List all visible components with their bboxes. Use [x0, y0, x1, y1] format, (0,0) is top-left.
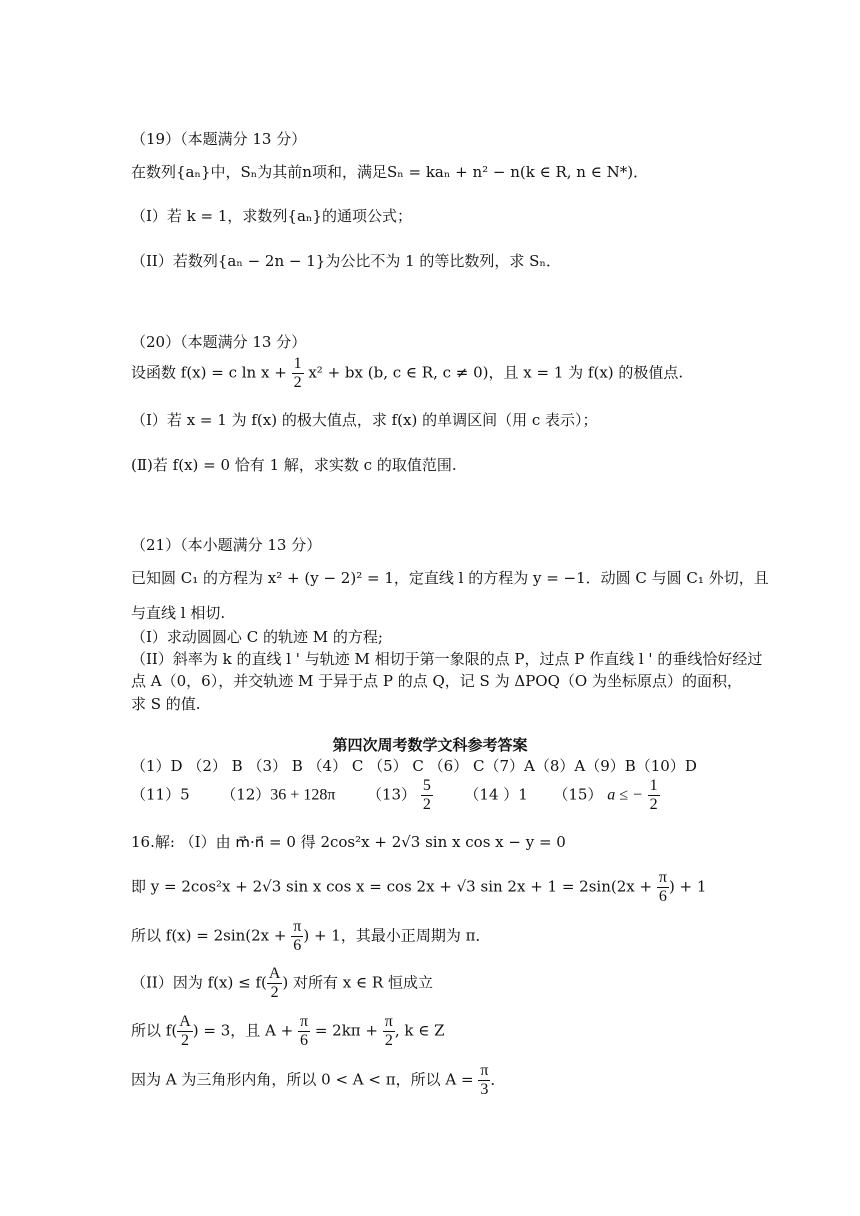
sol16-line5-b: ) = 3，且 A +: [192, 1021, 294, 1040]
q21-stem2: 与直线 l 相切.: [131, 604, 226, 622]
q19-part1: （I）若 k = 1，求数列{aₙ}的通项公式；: [131, 207, 412, 225]
q19-header: （19）（本题满分 13 分）: [131, 130, 307, 148]
sol16-line5: [131, 1014, 445, 1049]
q20-stem-a: 设函数 f(x) = c ln x +: [131, 363, 287, 382]
answer-12-value: 36 + 128π: [270, 786, 336, 804]
q20-part2: (Ⅱ)若 f(x) = 0 恰有 1 解，求实数 c 的取值范围.: [131, 456, 457, 474]
answer-13-fraction: $\frac{5}{2}$: [422, 777, 431, 813]
q20-part1: （Ⅰ）若 x = 1 为 f(x) 的极大值点，求 f(x) 的单调区间（用 c 表示）；: [131, 411, 598, 429]
sol16-line2-a: 即 y = 2cos²x + 2√3 sin x cos x = cos 2x + √3 sin 2x + 1 = 2sin(2x +: [131, 877, 653, 896]
sol16-line3-fraction: $\frac{\pi}{6}$: [293, 918, 302, 954]
answer-14: （14 ）1: [464, 785, 528, 804]
sol16-line4-a: （II）因为 f(x) ≤ f(: [131, 973, 267, 992]
q21-part2b: 点 A（0，6），并交轨迹 M 于异于点 P 的点 Q，记 S 为 ΔPOQ（O 为坐标原点）的面积，: [131, 672, 742, 690]
answer-12-label: （12）: [221, 785, 271, 804]
q20-stem: [131, 356, 683, 391]
sol16-line5-fraction1: $\frac{A}{2}$: [179, 1013, 191, 1049]
q21-stem1: 已知圆 C₁ 的方程为 x² + (y − 2)² = 1，定直线 l 的方程为 y = −1．动圆 C 与圆 C₁ 外切，且: [131, 569, 769, 587]
q21-part2c: 求 S 的值.: [131, 695, 201, 713]
q20-stem-b: x² + bx (b, c ∈ R, c ≠ 0)，且 x = 1 为 f(x) 的极值点.: [308, 363, 684, 382]
sol16-line6-b: ．: [490, 1070, 506, 1089]
sol16-line4-b: ) 对所有 x ∈ R 恒成立: [282, 973, 433, 992]
q19-stem: 在数列{aₙ}中，Sₙ为其前n项和，满足Sₙ = kaₙ + n² − n(k ∈ R, n ∈ N*)．: [131, 163, 649, 181]
q19-part2: （II）若数列{aₙ − 2n − 1}为公比不为 1 的等比数列，求 Sₙ．: [131, 252, 561, 270]
answer-15-value: a ≤ −: [607, 786, 643, 804]
q21-part1: （Ⅰ）求动圆圆心 C 的轨迹 M 的方程;: [131, 628, 383, 646]
sol16-line2-b: ) + 1: [668, 877, 707, 896]
sol16-line2-fraction: $\frac{\pi}{6}$: [658, 869, 667, 905]
q21-part2a: （II）斜率为 k 的直线 l ' 与轨迹 M 相切于第一象限的点 P，过点 P 作直线 l ' 的垂线恰好经过: [131, 650, 763, 668]
answer-15-fraction: $\frac{1}{2}$: [649, 777, 658, 813]
sol16-line5-a: 所以 f(: [131, 1021, 178, 1040]
sol16-line5-fraction2: $\frac{\pi}{6}$: [299, 1013, 309, 1049]
answers-fill-in: [131, 778, 660, 813]
answer-15-label: （15）: [553, 785, 603, 804]
sol16-line5-d: , k ∈ Z: [394, 1021, 445, 1040]
q21-header: （21）（本小题满分 13 分）: [131, 536, 322, 554]
sol16-line5-c: = 2kπ +: [314, 1021, 378, 1040]
sol16-line5-fraction3: $\frac{\pi}{2}$: [384, 1013, 393, 1049]
sol16-line3-b: ) + 1，其最小正周期为 π．: [303, 926, 491, 945]
answers-multiple-choice: （1）D （2） B （3） B （4） C （5） C （6） C（7）A（8）A（9）B（10）D: [131, 757, 697, 775]
q20-header: （20）（本题满分 13 分）: [131, 333, 307, 351]
sol16-line3-a: 所以 f(x) = 2sin(2x +: [131, 926, 287, 945]
answer-11: （11）5: [131, 785, 190, 804]
q20-fraction: $\frac{1}{2}$: [293, 355, 302, 391]
sol16-line3: [131, 919, 490, 954]
answers-title: 第四次周考数学文科参考答案: [332, 736, 528, 754]
sol16-line4: [131, 966, 433, 1001]
sol16-line1: 16.解: （I）由 m⃗·n⃗ = 0 得 2cos²x + 2√3 sin x cos x − y = 0: [131, 833, 566, 851]
sol16-line6: [131, 1063, 505, 1098]
answer-13-label: （13）: [366, 785, 417, 804]
sol16-line6-fraction: $\frac{\pi}{3}$: [480, 1062, 489, 1098]
sol16-line2: [131, 870, 706, 905]
sol16-line6-a: 因为 A 为三角形内角，所以 0 < A < π，所以 A =: [131, 1070, 474, 1089]
sol16-line4-fraction: $\frac{A}{2}$: [268, 965, 281, 1001]
